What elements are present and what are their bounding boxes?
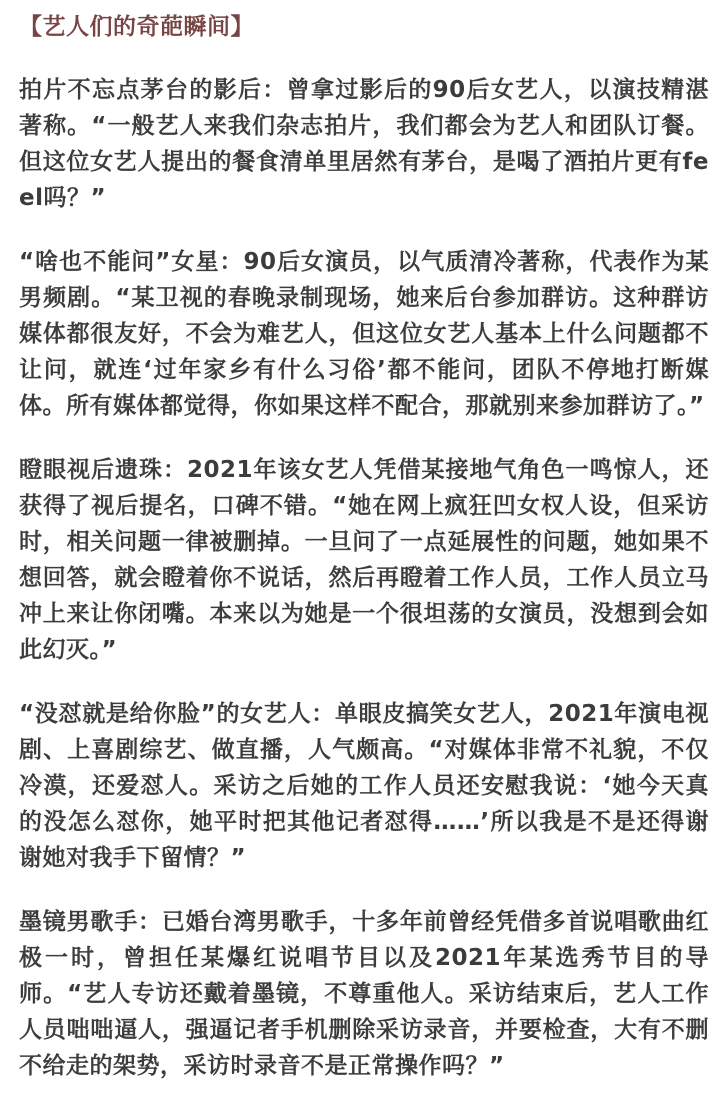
paragraph-rude-comedian-actress: “没怼就是给你脸”的女艺人：单眼皮搞笑女艺人，2021年演电视剧、上喜剧综艺、做直播，人气颇高。“对媒体非常不礼貌，不仅冷漠，还爱怼人。采访之后她的工作人员还安慰我说：‘她今天真的没怎么怼你，她平时把其他记者怼得……’所以我是不是还得谢谢她对我手下留情？” (19, 701, 709, 871)
paragraph-no-questions-star: “啥也不能问”女星：90后女演员，以气质清冷著称，代表作为某男频剧。“某卫视的春晚录制现场，她来后台参加群访。这种群访媒体都很友好，不会为难艺人，但这位女艺人基本上什么问题都不让问，就连‘过年家乡有什么习俗’都不能问，团队不停地打断媒体。所有媒体都觉得，你如果这样不配合，那就别来参加群访了。” (19, 249, 709, 419)
paragraph-sunglasses-singer: 墨镜男歌手：已婚台湾男歌手，十多年前曾经凭借多首说唱歌曲红极一时，曾担任某爆红说唱节目以及2021年某选秀节目的导师。“艺人专访还戴着墨镜，不尊重他人。采访结束后，艺人工作人员咄咄逼人，强逼记者手机删除采访录音，并要检查，大有不删不给走的架势，采访时录音不是正常操作吗？” (19, 909, 709, 1079)
paragraph-staring-actress: 瞪眼视后遗珠：2021年该女艺人凭借某接地气角色一鸣惊人，还获得了视后提名，口碑不错。“她在网上疯狂凹女权人设，但采访时，相关问题一律被删掉。一旦问了一点延展性的问题，她如果不想回答，就会瞪着你不说话，然后再瞪着工作人员，工作人员立马冲上来让你闭嘴。本来以为她是一个很坦荡的女演员，没想到会如此幻灭。” (19, 457, 709, 663)
paragraph-maotai-actress: 拍片不忘点茅台的影后：曾拿过影后的90后女艺人，以演技精湛著称。“一般艺人来我们杂志拍片，我们都会为艺人和团队订餐。但这位女艺人提出的餐食清单里居然有茅台，是喝了酒拍片更有feel吗？” (19, 77, 709, 211)
article-title: 【艺人们的奇葩瞬间】 (19, 14, 254, 40)
